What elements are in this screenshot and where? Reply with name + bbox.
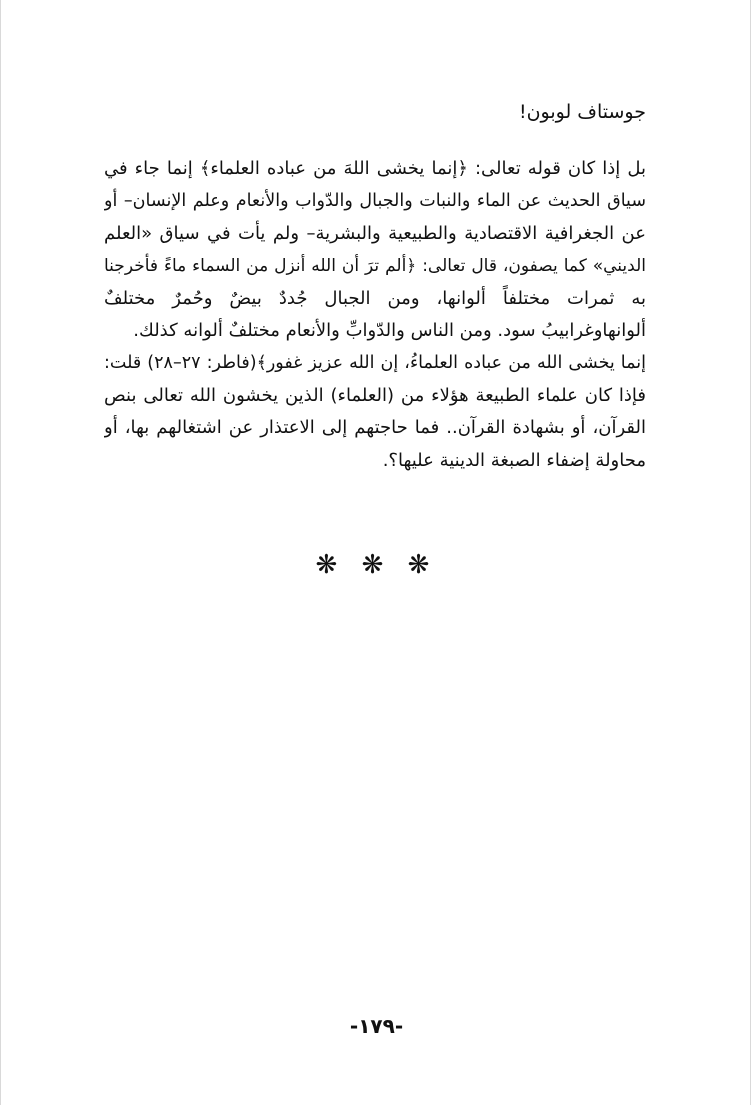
text-line: عن الجغرافية الاقتصادية والطبيعية والبشرية– ولم يأت في سياق «العلم <box>104 222 646 244</box>
text-line: سياق الحديث عن الماء والنبات والجبال والدّواب والأنعام وعلم الإنسان– أو <box>104 191 646 212</box>
text-line: ألوانهاوغرابيبُ سود. ومن الناس والدّوابِّ والأنعام مختلفٌ ألوانه كذلك. <box>133 319 646 341</box>
body-paragraph <box>104 153 646 477</box>
text-line: به ثمرات مختلفاً ألوانها، ومن الجبال جُددٌ بيضٌ وحُمرٌ مختلفٌ <box>104 287 646 309</box>
section-separator: ❋ ❋ ❋ <box>315 550 438 580</box>
page-number: -١٧٩- <box>349 1014 404 1038</box>
text-line: القرآن، أو بشهادة القرآن.. فما حاجتهم إلى الاعتذار عن اشتغالهم بها، أو <box>104 417 646 439</box>
text-line: فإذا كان علماء الطبيعة هؤلاء من (العلماء) الذين يخشون الله تعالى بنص <box>104 384 646 406</box>
text-line: إنما يخشى الله من عباده العلماءُ، إن الله عزيز غفور﴾(فاطر: ٢٧–٢٨) قلت: <box>104 353 646 374</box>
text-line: محاولة إضفاء الصبغة الدينية عليها؟. <box>382 449 646 471</box>
running-header: جوستاف لوبون! <box>518 101 646 123</box>
text-line: الديني» كما يصفون، قال تعالى: ﴿ألم ترَ أن الله أنزل من السماء ماءً فأخرجنا <box>104 256 646 277</box>
text-line: بل إذا كان قوله تعالى: ﴿إنما يخشى اللهَ من عباده العلماء﴾ إنما جاء في <box>104 158 646 179</box>
